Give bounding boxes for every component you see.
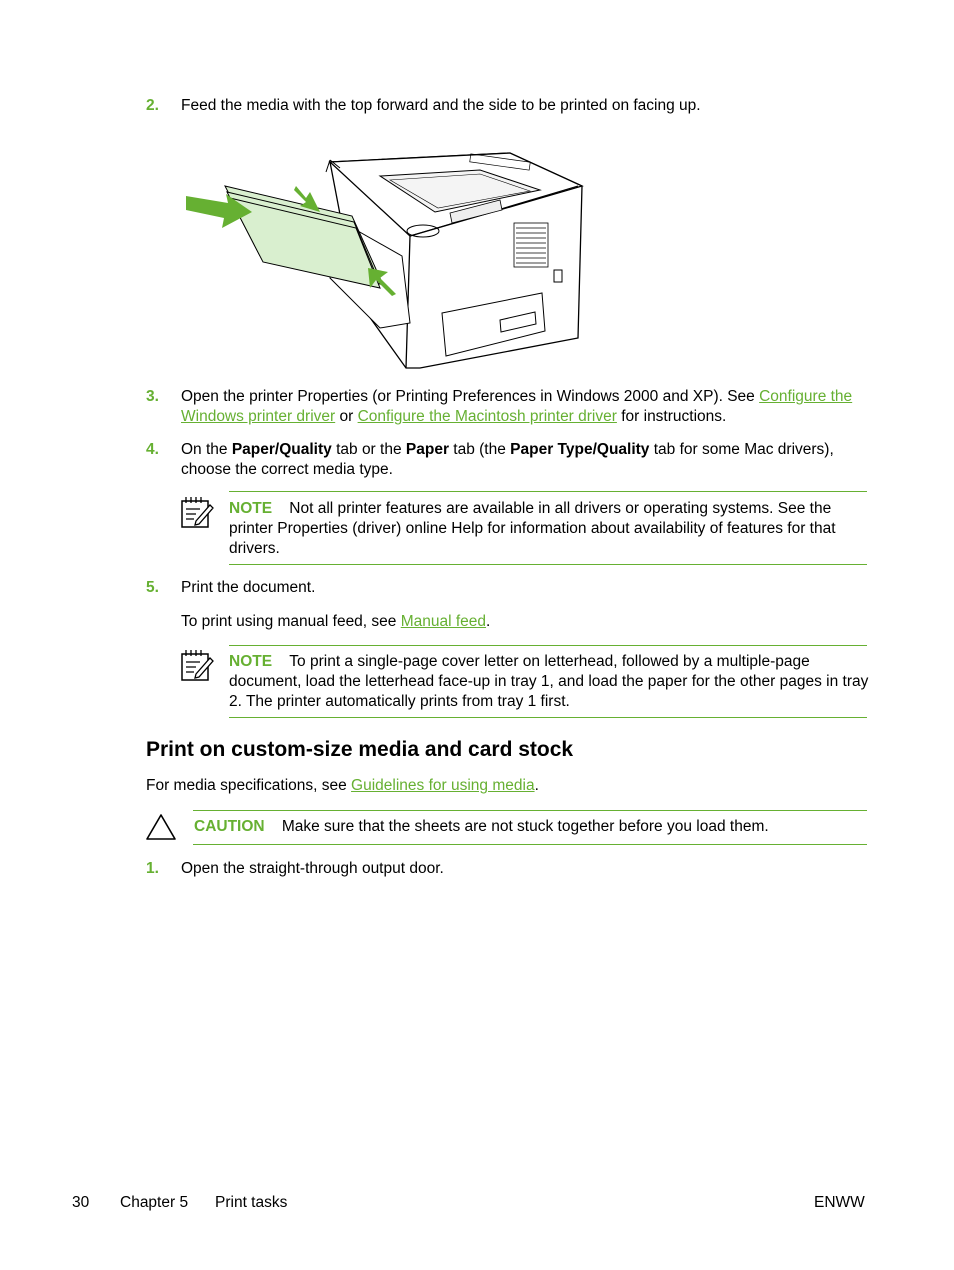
caution-text: Make sure that the sheets are not stuck together before you load them. bbox=[281, 818, 769, 835]
step-4-t2: tab or the bbox=[331, 441, 406, 458]
paper-type-quality-tab-name: Paper Type/Quality bbox=[510, 441, 650, 458]
manual-feed-reference bbox=[181, 612, 871, 632]
printer-illustration bbox=[180, 128, 590, 373]
configure-windows-driver-link[interactable]: Configure the bbox=[759, 388, 853, 405]
caution bbox=[194, 817, 868, 837]
footer-right: ENWW bbox=[814, 1194, 865, 1211]
step-1-text: Open the straight-through output door. bbox=[181, 860, 444, 877]
paper-quality-tab-name: Paper/Quality bbox=[231, 441, 332, 458]
step-1-number: 1. bbox=[146, 860, 159, 877]
paper-tab-name: Paper bbox=[405, 441, 449, 458]
step-3-text-c: for instructions. bbox=[616, 408, 727, 425]
caution-bottom-rule bbox=[193, 844, 867, 845]
footer-page-number: 30 bbox=[72, 1194, 90, 1211]
step-3-text bbox=[181, 387, 871, 427]
note-2 bbox=[229, 652, 869, 712]
footer-section: Print tasks bbox=[215, 1194, 288, 1211]
note-icon bbox=[180, 495, 214, 529]
note-2-top-rule bbox=[229, 645, 867, 646]
step-4-t1: On the bbox=[181, 441, 232, 458]
note-2-label: NOTE bbox=[229, 653, 273, 670]
step-2-number: 2. bbox=[146, 97, 159, 114]
caution-top-rule bbox=[193, 810, 867, 811]
section-intro-period: . bbox=[534, 777, 539, 794]
note-1-label: NOTE bbox=[229, 500, 273, 517]
footer-chapter: Chapter 5 bbox=[120, 1194, 189, 1211]
note-icon bbox=[180, 648, 214, 682]
caution-triangle-icon bbox=[145, 813, 177, 841]
step-4-text bbox=[181, 440, 866, 480]
note-2-bottom-rule bbox=[229, 717, 867, 718]
configure-mac-driver-link[interactable]: Configure the Macintosh printer driver bbox=[357, 408, 617, 425]
step-2-text: Feed the media with the top forward and the side to be printed on facing up. bbox=[181, 97, 701, 114]
step-5-number: 5. bbox=[146, 579, 159, 596]
note-1-bottom-rule bbox=[229, 564, 867, 565]
manual-feed-period: . bbox=[486, 613, 491, 630]
note-1-top-rule bbox=[229, 491, 867, 492]
guidelines-media-link[interactable]: Guidelines for using media bbox=[351, 777, 535, 794]
section-intro bbox=[146, 776, 539, 796]
section-heading: Print on custom-size media and card stock bbox=[146, 738, 574, 761]
step-3-text-b: or bbox=[335, 408, 358, 425]
note-2-text: To print a single-page cover letter on letterhead, followed by a multiple-page document, load the letterhead face-up in tray 1, and load the paper for the other pages in tray 2. The printer automatically prints from tray 1 first. bbox=[229, 653, 869, 710]
note-1 bbox=[229, 499, 869, 559]
step-4-number: 4. bbox=[146, 441, 159, 458]
section-intro-text: For media specifications, see bbox=[146, 777, 352, 794]
configure-windows-driver-link-cont[interactable]: Windows printer driver bbox=[181, 408, 336, 425]
manual-feed-text: To print using manual feed, see bbox=[181, 613, 401, 630]
step-5-text: Print the document. bbox=[181, 579, 316, 596]
step-4-t4: tab for some Mac drivers), choose the correct media type. bbox=[181, 441, 834, 478]
step-4-t3: tab (the bbox=[448, 441, 511, 458]
step-3-text-a: Open the printer Properties (or Printing Preferences in Windows 2000 and XP). See bbox=[181, 388, 760, 405]
note-1-text: Not all printer features are available in all drivers or operating systems. See the printer Properties (driver) online Help for information about availability of features for that drivers. bbox=[229, 500, 836, 557]
manual-feed-link[interactable]: Manual feed bbox=[400, 613, 487, 630]
step-3-number: 3. bbox=[146, 388, 159, 405]
caution-label: CAUTION bbox=[194, 818, 265, 835]
